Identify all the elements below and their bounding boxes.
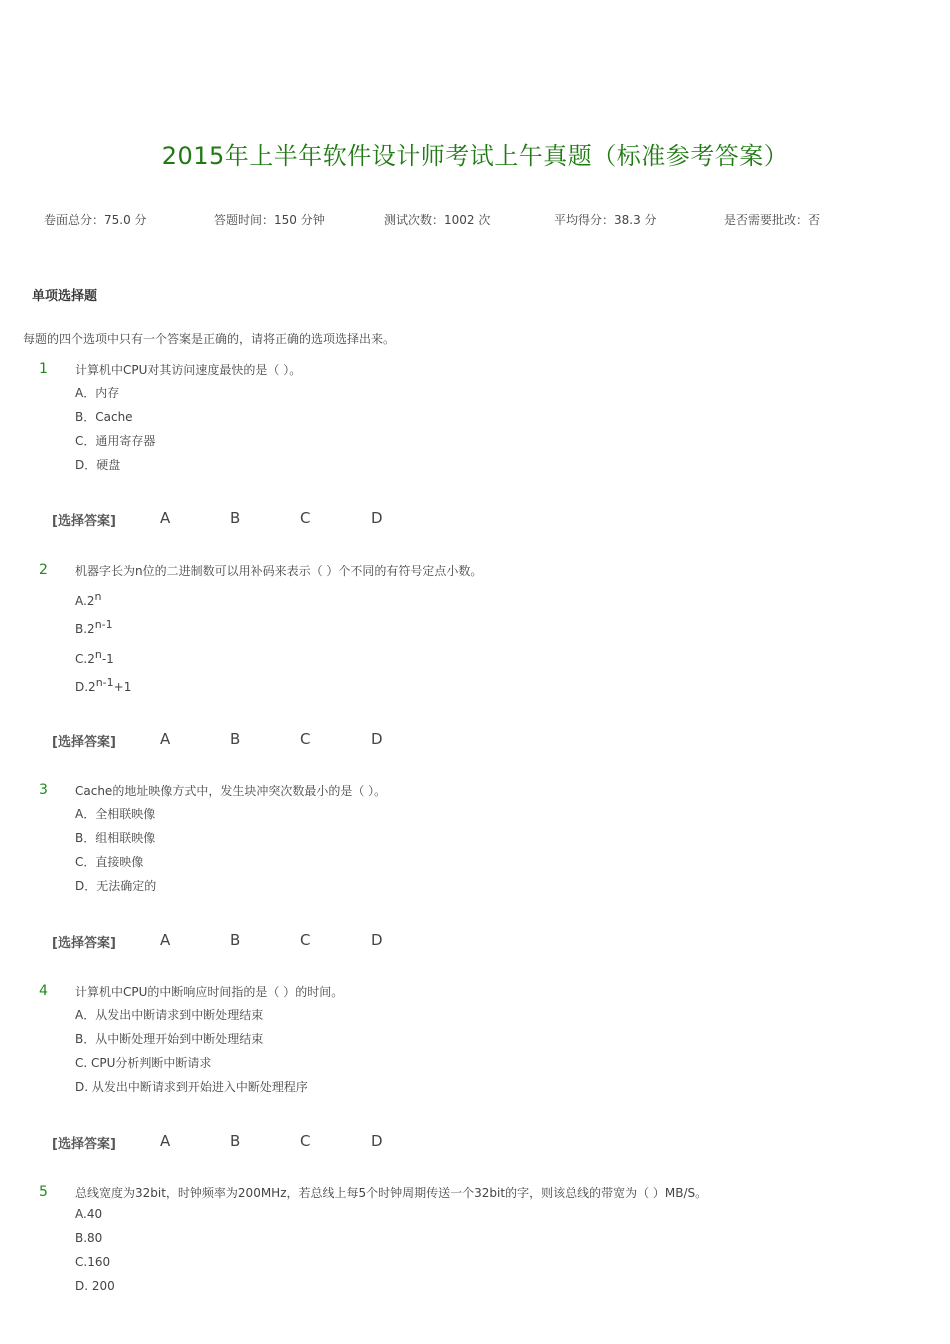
option-d: D. 200 [75,1279,115,1293]
answer-label: [选择答案] [52,936,116,951]
meta-time: 答题时间：150 分钟 [214,213,325,227]
option-d: D．无法确定的 [75,879,157,893]
option-b: B.2$^{n-1}$ [75,618,113,636]
option-d: D．硬盘 [75,458,121,472]
option-b: B．组相联映像 [75,831,156,845]
question-text: 计算机中CPU的中断响应时间指的是（ ）的时间。 [75,985,344,999]
answer-a-button[interactable]: A [160,1132,171,1150]
answer-d-button[interactable]: D [371,1132,383,1150]
answer-b-button[interactable]: B [230,931,241,949]
option-b: B.80 [75,1231,103,1245]
answer-d-button[interactable]: D [371,509,383,527]
page-title: 2015年上半年软件设计师考试上午真题（标准参考答案） [161,142,789,170]
option-a: A.2$^n$ [75,590,102,608]
question-number: 1 [39,361,48,377]
answer-c-button[interactable]: C [300,1132,311,1150]
option-a: A.40 [75,1207,103,1221]
meta-attempts: 测试次数：1002 次 [384,213,491,227]
option-a: A．内存 [75,386,120,400]
option-b: B．从中断处理开始到中断处理结束 [75,1032,264,1046]
answer-label: [选择答案] [52,514,116,529]
option-c: C．直接映像 [75,855,144,869]
answer-a-button[interactable]: A [160,509,171,527]
answer-c-button[interactable]: C [300,931,311,949]
option-c: C. CPU分析判断中断请求 [75,1056,212,1070]
answer-d-button[interactable]: D [371,730,383,748]
section-title: 单项选择题 [32,289,98,304]
option-c: C．通用寄存器 [75,434,156,448]
question-text: Cache的地址映像方式中，发生块冲突次数最小的是（ ）。 [75,784,387,798]
answer-b-button[interactable]: B [230,1132,241,1150]
option-d: $D.2^{n-1}+1$ [75,676,132,694]
answer-label: [选择答案] [52,735,116,750]
answer-b-button[interactable]: B [230,730,241,748]
answer-a-button[interactable]: A [160,931,171,949]
question-number: 4 [39,983,48,999]
meta-needs-review: 是否需要批改：否 [724,213,821,227]
option-b: B．Cache [75,410,133,424]
answer-b-button[interactable]: B [230,509,241,527]
option-c: C.160 [75,1255,111,1269]
meta-total-score: 卷面总分：75.0 分 [44,213,147,227]
question-number: 3 [39,782,48,798]
option-c: C.2$^n$-1 [75,648,114,666]
option-a: A．全相联映像 [75,807,156,821]
question-text: 总线宽度为32bit，时钟频率为200MHz，若总线上每5个时钟周期传送一个32bit的字，则该总线的带宽为（ ）MB/S。 [75,1186,708,1200]
question-text: 计算机中CPU对其访问速度最快的是（ ）。 [75,363,302,377]
answer-label: [选择答案] [52,1137,116,1152]
option-d: D. 从发出中断请求到开始进入中断处理程序 [75,1080,308,1094]
meta-avg-score: 平均得分：38.3 分 [554,213,657,227]
question-text: 机器字长为n位的二进制数可以用补码来表示（ ）个不同的有符号定点小数。 [75,564,483,578]
answer-c-button[interactable]: C [300,730,311,748]
answer-c-button[interactable]: C [300,509,311,527]
option-a: A．从发出中断请求到中断处理结束 [75,1008,264,1022]
answer-a-button[interactable]: A [160,730,171,748]
question-number: 2 [39,562,48,578]
question-number: 5 [39,1184,48,1200]
answer-d-button[interactable]: D [371,931,383,949]
section-description: 每题的四个选项中只有一个答案是正确的，请将正确的选项选择出来。 [23,332,396,346]
